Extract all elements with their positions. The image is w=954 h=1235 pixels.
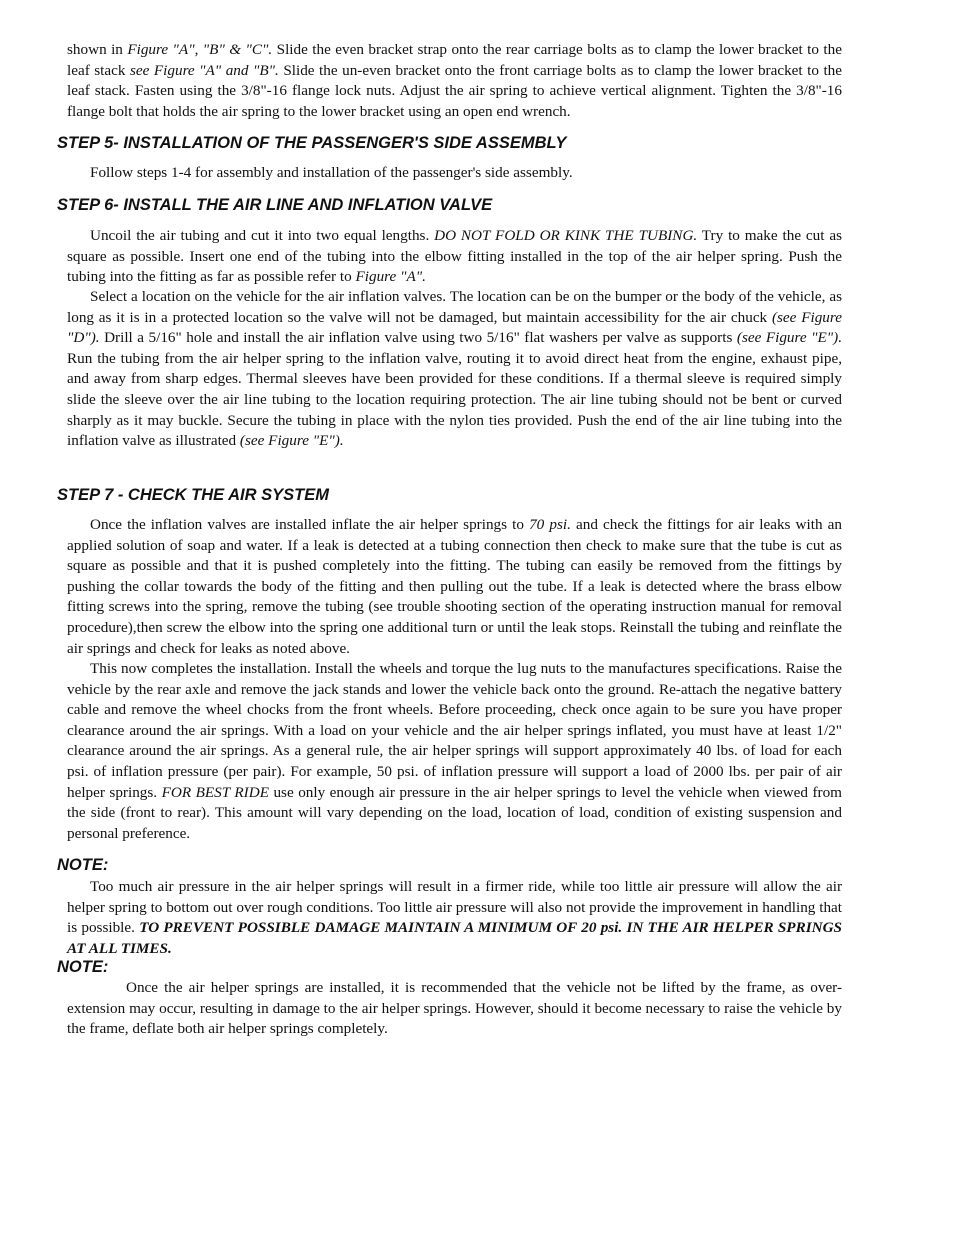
step7-pressure-value: 70 psi. xyxy=(529,516,571,533)
intro-paragraph xyxy=(67,40,842,122)
note2-heading: NOTE: xyxy=(57,958,109,976)
step5-body: Follow steps 1-4 for assembly and installation of the passenger's side assembly. xyxy=(90,164,573,181)
note2-body: Once the air helper springs are installed, it is recommended that the vehicle not be lifted by the frame, as over-extension may occur, resulting in damage to the air helper springs. However, should it become necessary to raise the vehicle by the frame, deflate both air helper springs completely. xyxy=(67,979,842,1038)
step6-figure-ref-e: (see Figure "E"). xyxy=(736,329,843,347)
step6-warning-no-fold: DO NOT FOLD OR KINK THE TUBING. xyxy=(434,227,698,244)
note1-heading: NOTE: xyxy=(57,856,109,874)
note1-body xyxy=(67,877,842,959)
step7-p1-text-c: and check the fittings for air leaks with an applied solution of soap and water. If a leak is detected at a tubing connection then check to make sure that the tube is cut as square as possible and that it is pushed completely into the fitting. The tubing can easily be removed from the fittings by pushing the collar towards the body of the fitting and then pulling out the tube. If a leak is detected where the brass elbow fitting screws into the spring, remove the tubing (see trouble shooting section of the operating instruction manual for removal procedure),then screw the elbow into the spring one additional turn or until the leak stops. Reinstall the tubing and reinflate the air springs and check for leaks as noted above. xyxy=(67,516,842,657)
step6-p2-text-c: Drill a 5/16" hole and install the air inflation valve using two 5/16" flat washers per valve as supports xyxy=(99,329,737,347)
step6-heading: STEP 6- INSTALL THE AIR LINE AND INFLATION VALVE xyxy=(57,196,493,214)
note1-text-a: Too much air pressure in the air helper springs will result in a firmer ride, while too little air pressure will allow the air helper spring to bottom out over rough conditions. Too little air pressure will also not provide the improvement in handling that is possible. xyxy=(67,878,842,937)
intro-text-e: Slide the un-even bracket onto the front carriage bolts as to clamp the lower bracket to the leaf stack. Fasten using the 3/8"-16 flange lock nuts. Adjust the air spring to achieve vertical alignment. Tighten the 3/8"-16 flange bolt that holds the air spring to the lower bracket using an open end wrench. xyxy=(67,61,843,120)
step7-p2-text-a: This now completes the installation. Install the wheels and torque the lug nuts to the manufactures specifications. Raise the vehicle by the rear axle and remove the jack stands and lower the vehicle back onto the ground. Re-attach the negative battery cable and remove the wheel chocks from the front wheels. Before proceeding, check once again to be sure you have proper clearance around the air springs. With a load on your vehicle and the air helper springs inflated, you must have at least 1/2" clearance around the air springs. As a general rule, the air helper springs will support approximately 40 lbs. of load for each psi. of inflation pressure (per pair). For example, 50 psi. of inflation pressure will support a load of 2000 lbs. per pair of air helper springs. xyxy=(67,660,842,801)
intro-text-c: Slide the even bracket strap onto the rear carriage bolts as to clamp the lower bracket to the leaf stack xyxy=(67,41,842,79)
step6-p2-text-a: Select a location on the vehicle for the air inflation valves. The location can be on the bumper or the body of the vehicle, as long as it is in a protected location so the valve will not be damaged, but maintain accessibility for the air chuck xyxy=(67,288,842,326)
step7-best-ride: FOR BEST RIDE xyxy=(161,783,269,801)
intro-text-a: shown in xyxy=(67,41,128,58)
step6-p1-text-a: Uncoil the air tubing and cut it into two equal lengths. xyxy=(90,227,435,244)
step5-heading: STEP 5- INSTALLATION OF THE PASSENGER'S SIDE ASSEMBLY xyxy=(57,134,567,152)
note1-warning: TO PREVENT POSSIBLE DAMAGE MAINTAIN A MINIMUM OF 20 psi. IN THE AIR HELPER SPRINGS AT ALL TIMES. xyxy=(67,919,842,957)
step6-figure-ref-d: (see Figure "D"). xyxy=(67,308,842,347)
step6-paragraph-1 xyxy=(67,226,842,288)
step7-paragraph-2 xyxy=(67,659,842,844)
intro-figure-ref-ab: see Figure "A" and "B". xyxy=(129,61,279,79)
step6-p2-text-e: Run the tubing from the air helper spring to the inflation valve, routing it to avoid direct heat from the engine, exhaust pipe, and away from sharp edges. Thermal sleeves have been provided for these conditions. If a thermal sleeve is required simply slide the sleeve over the air line tubing to the location requiring protection. The air line tubing should not be bent or curved sharply as it may buckle. Secure the tubing in place with the nylon ties provided. Push the end of the air line tubing into the inflation valve as illustrated xyxy=(67,349,842,450)
step6-figure-ref-e-2: (see Figure "E"). xyxy=(239,432,344,450)
step6-figure-ref-a: Figure "A". xyxy=(355,268,426,286)
step7-p1-text-a: Once the inflation valves are installed inflate the air helper springs to xyxy=(90,516,530,533)
step7-paragraph-1 xyxy=(67,515,842,659)
intro-figure-ref-abc: Figure "A", "B" & "C". xyxy=(127,41,273,58)
step7-heading: STEP 7 - CHECK THE AIR SYSTEM xyxy=(57,486,329,504)
step6-paragraph-2 xyxy=(67,287,842,452)
step7-p2-text-c: use only enough air pressure in the air helper springs to level the vehicle when viewed from the side (front to rear). This amount will vary depending on the load, location of load, condition of existing suspension and personal preference. xyxy=(67,783,842,842)
step6-p1-text-c: Try to make the cut as square as possible. Insert one end of the tubing into the elbow fitting installed in the top of the air helper spring. Push the tubing into the fitting as far as possible refer to xyxy=(67,227,842,286)
